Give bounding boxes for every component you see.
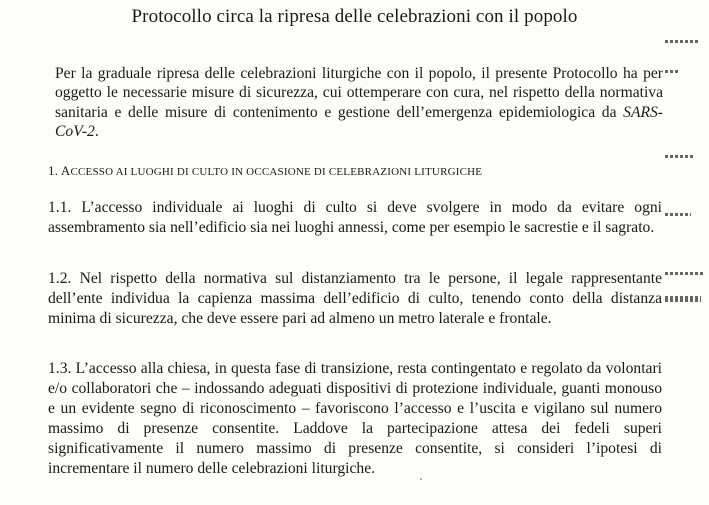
scan-artifact — [665, 40, 699, 43]
intro-virus-name: SARS-CoV-2 — [55, 103, 663, 140]
scan-artifact — [665, 296, 701, 302]
scan-speck — [420, 478, 422, 480]
section-heading — [48, 163, 482, 179]
scan-artifact — [665, 70, 679, 73]
scan-artifact — [665, 213, 691, 216]
paragraph-1-2: 1.2. Nel rispetto della normativa sul distanziamento tra le persone, il legale rappresentante dell’ente individua la capienza massima dell’edificio di culto, tenendo conto della distanza minima di sicurezza, che deve essere pari ad almeno un metro laterale e frontale. — [48, 270, 662, 327]
section-heading-number: 1. A — [48, 163, 71, 178]
scan-artifact — [665, 272, 705, 275]
scan-artifact — [665, 155, 695, 158]
document-title: Protocollo circa la ripresa delle celebrazioni con il popolo — [131, 6, 578, 27]
intro-text: Per la graduale ripresa delle celebrazioni liturgiche con il popolo, il presente Protocollo ha per oggetto le necessarie misure di sicurezza, cui ottemperare con cura, nel rispetto della normativa sanitaria e delle misure di contenimento e gestione dell’emergenza epidemiologica da — [55, 65, 663, 121]
section-heading-title: CCESSO AI LUOGHI DI CULTO IN OCCASIONE DI CELEBRAZIONI LITURGICHE — [70, 166, 483, 178]
intro-end: . — [94, 122, 99, 140]
intro-paragraph — [55, 64, 663, 141]
paragraph-1-3: 1.3. L’accesso alla chiesa, in questa fase di transizione, resta contingentato e regolato da volontari e/o collaboratori che – indossando adeguati dispositivi di protezione individuale, guanti monouso e un evidente segno di riconoscimento – favoriscono l’accesso e l’uscita e vigilano sul numero massimo di presenze consentite. Laddove la partecipazione attesa dei fedeli superi significativamente il numero massimo di presenze consentite, si consideri l’ipotesi di incrementare il numero delle celebrazioni liturgiche. — [48, 360, 662, 477]
paragraph-1-1: 1.1. L’accesso individuale ai luoghi di culto si deve svolgere in modo da evitare ogni assembramento sia nell’edificio sia nei luoghi annessi, come per esempio le sacrestie e il sagrato. — [48, 199, 662, 236]
